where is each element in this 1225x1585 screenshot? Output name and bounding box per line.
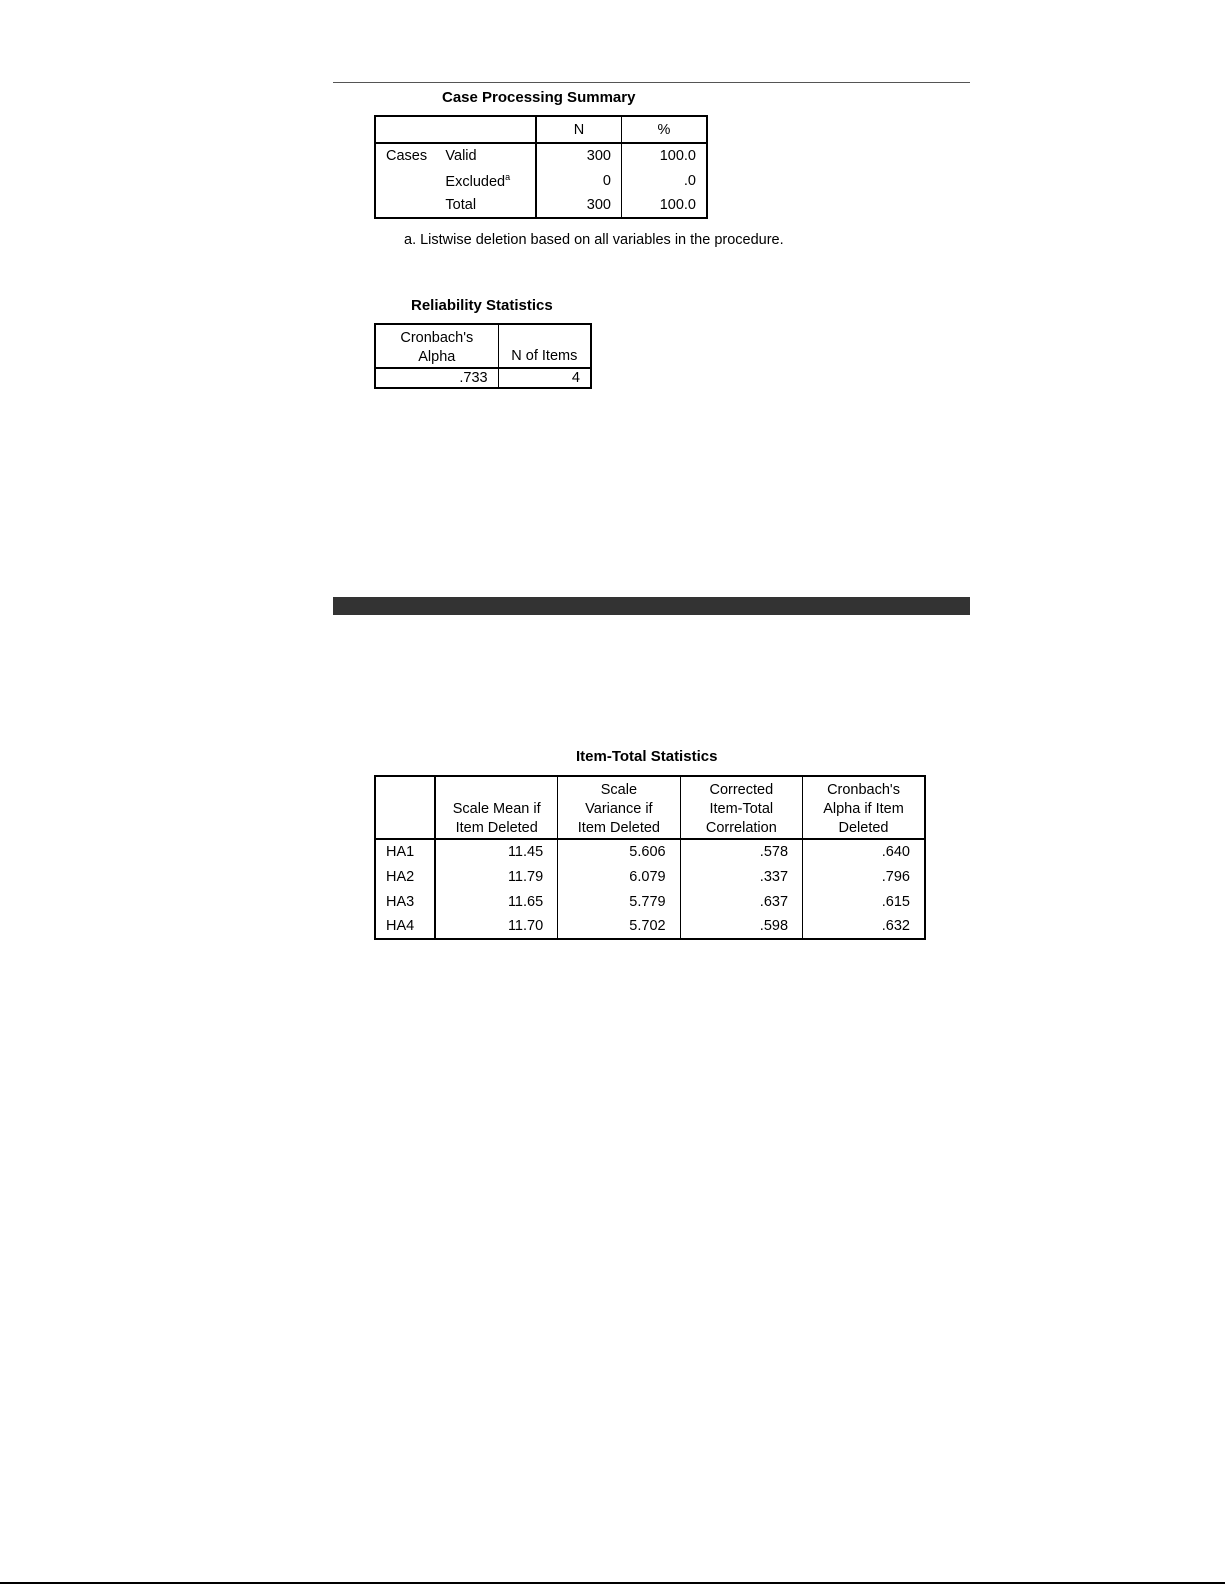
reliability-table (374, 323, 592, 389)
cell-alpha: .632 (803, 914, 925, 939)
cell-n: 300 (536, 193, 622, 218)
cell-alpha: .640 (803, 839, 925, 864)
table-row (375, 168, 707, 193)
header-scale-variance: Scale Variance if Item Deleted (558, 776, 680, 839)
cell-item: HA1 (386, 844, 415, 860)
table-row (375, 839, 925, 864)
cell-mean: 11.79 (435, 864, 557, 889)
cell-pct: 100.0 (621, 143, 707, 168)
header-empty (375, 776, 435, 839)
case-processing-title: Case Processing Summary (442, 89, 636, 106)
cell-variance: 6.079 (558, 864, 680, 889)
footnote-marker: a (505, 171, 511, 182)
row-label: Excluded$^a$ (445, 171, 511, 190)
cell-correlation: .598 (680, 914, 802, 939)
cell-correlation: .578 (680, 839, 802, 864)
cell-variance: 5.606 (558, 839, 680, 864)
row-label: Total (445, 197, 477, 213)
cell-n: 0 (536, 168, 622, 193)
case-processing-table (374, 115, 708, 219)
item-total-title: Item-Total Statistics (576, 748, 718, 765)
cell-mean: 11.70 (435, 914, 557, 939)
cell-n-items: 4 (498, 368, 591, 388)
cell-mean: 11.45 (435, 839, 557, 864)
cell-mean: 11.65 (435, 889, 557, 914)
cell-n: 300 (536, 143, 622, 168)
header-n: N (536, 116, 622, 143)
cell-alpha: .796 (803, 864, 925, 889)
table-row (375, 864, 925, 889)
cell-item: HA2 (386, 868, 415, 885)
section-divider-band (333, 597, 970, 615)
group-label: Cases (386, 148, 428, 164)
item-total-table (374, 775, 926, 940)
reliability-title: Reliability Statistics (411, 297, 553, 314)
table-row (375, 368, 591, 388)
header-empty (375, 116, 536, 143)
cell-alpha: .733 (459, 370, 488, 386)
top-rule (333, 82, 970, 83)
cell-item: HA3 (386, 893, 415, 910)
cell-pct: 100.0 (621, 193, 707, 218)
header-pct: % (621, 116, 707, 143)
cell-variance: 5.779 (558, 889, 680, 914)
cell-variance: 5.702 (558, 914, 680, 939)
table-row (375, 143, 707, 168)
cell-pct: .0 (621, 168, 707, 193)
case-processing-footnote: a. Listwise deletion based on all variables in the procedure. (404, 232, 784, 248)
cell-alpha: .615 (803, 889, 925, 914)
header-n-items: N of Items (498, 324, 591, 368)
cell-correlation: .337 (680, 864, 802, 889)
table-row (375, 914, 925, 939)
table-row (375, 889, 925, 914)
header-alpha-if-deleted: Cronbach's Alpha if Item Deleted (803, 776, 925, 839)
bottom-rule (0, 1582, 1225, 1584)
header-scale-mean: Scale Mean if Item Deleted (435, 776, 557, 839)
cell-correlation: .637 (680, 889, 802, 914)
table-row (375, 193, 707, 218)
header-alpha: Cronbach's Alpha (375, 324, 498, 368)
header-corrected-correlation: Corrected Item-Total Correlation (680, 776, 802, 839)
cell-item: HA4 (386, 918, 415, 934)
row-label: Valid (445, 148, 477, 164)
